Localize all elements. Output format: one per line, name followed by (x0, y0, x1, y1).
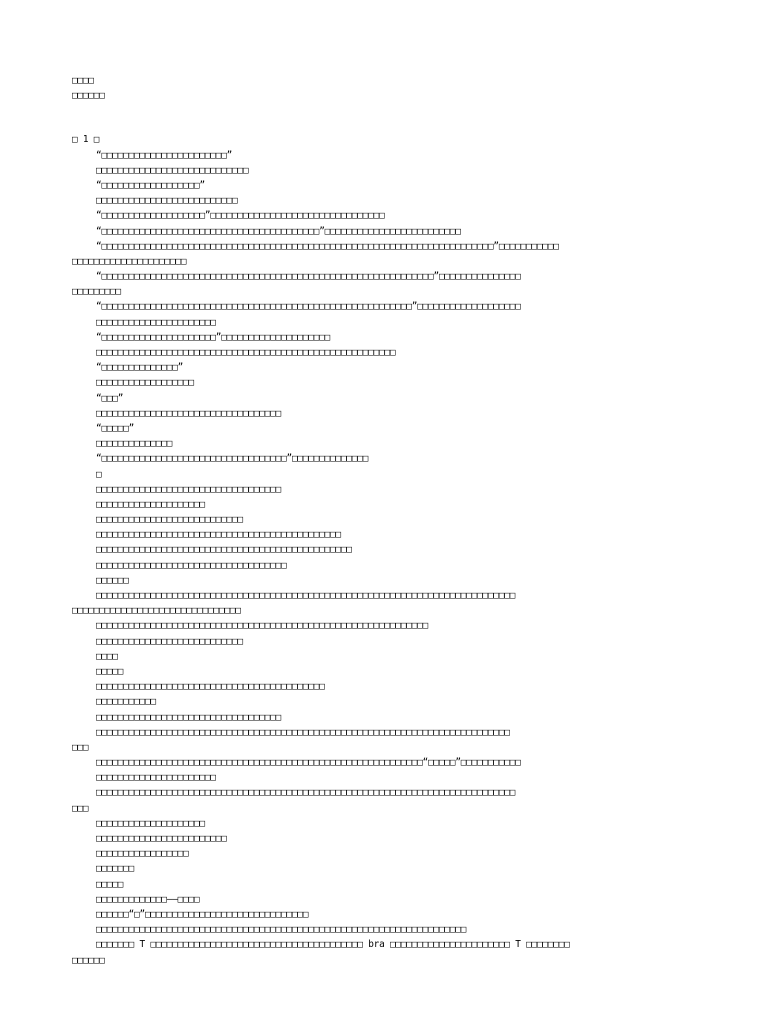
text-line: “□□□□□” (96, 422, 135, 434)
text-line: □□□□□□□□□□□□□□□□□□□□□□□□□□□□□□□□□□□□□□□□□□□□□□□□□□□□□□□□□□□□□□□□□□□□□□□□□□□□□ (96, 590, 516, 601)
document-page (72, 73, 702, 968)
text-line: □□□□□□□□□□□□□□□□□□□□□□ (96, 316, 216, 328)
text-line: “□□□□□□□□□□□□□□□□□□□□□□□□□□□□□□□□□□□□□□□□□□□□□□□□□□□□□□□□□”□□□□□□□□□□□□□□□□□□□ (96, 301, 521, 313)
text-line: □□□□□□□□□□□ (96, 696, 156, 708)
text-line: “□□□□□□□□□□□□□□□□□□□”□□□□□□□□□□□□□□□□□□□□□□□□□□□□□□□□ (96, 210, 385, 222)
text-line: □□□□□□□□□□□□□□□□□□□□□□□□□□□□□□□□□□□ (96, 559, 287, 571)
document-body (72, 132, 702, 967)
text-line: □□□□□□□□□□□□□□□□□□□□□□□□□□□□□□□□□□□□□□□□□□□□□□□ (96, 544, 352, 556)
text-line: □□□□□□□□□□□□□□□□□□□□□□□□□□□□□□□□□□ (96, 407, 282, 419)
text-line: □□□□□□□□□□□□□——□□□□ (96, 893, 200, 905)
text-line: □□□□□ (96, 665, 124, 677)
text-line: □□□□ (96, 650, 118, 662)
text-line: □□□□□□□□□□□□□□□□□□ (96, 377, 194, 389)
text-line: □□□□□□□□□□□□□□□□□□□□□□□□□□ (96, 195, 238, 207)
text-line: □□□□□□□□□□□□□□ (96, 438, 173, 450)
header-line-1: □□□□ (72, 75, 94, 86)
text-line: □□□□□□□□□□□□□□□□□□□□□□□□□□□□□□□□□□ (96, 483, 282, 495)
text-line: □□□ (72, 802, 89, 814)
text-line: □□□□□□□□□□□□□□□□□□□□□□□□□□□□□□□□□□□□□□□□□□□□□□□□□□□□□□□□□□□□□□□□□□□□□□□□□□□□□ (96, 787, 516, 799)
text-line: □□□□□□□□□□□□□□□□□□□□□□□□□□□□□□□□□□□□□□□□□□□□□□□□□□□□□□□□□□□□□□□□□□□□□□□□□□□□ (96, 726, 510, 738)
text-line: □□□□□□□□□□□□□□□□□□□□□□□□□□□□□□□□□□□□□□□□□□ (96, 681, 325, 693)
text-line: □□□□□□□□□ (72, 286, 121, 298)
text-line: □□□□□□□□□□□□□□□□□ (96, 848, 189, 860)
text-line: □ (96, 468, 102, 480)
header-line-2: □□□□□□ (72, 90, 105, 102)
text-line: “□□□□□□□□□□□□□□□□□□□□□□□” (96, 149, 233, 161)
header-spacer (72, 103, 702, 132)
text-line: □□□□□□□□□□□□□□□□□□□□□□□□□□□□□□□□□□□□□□□□□□□□□□□□□□□□□□□ (96, 347, 396, 358)
text-line: □□□□□□□ T □□□□□□□□□□□□□□□□□□□□□□□□□□□□□□□□□□□□□□□ bra □□□□□□□□□□□□□□□□□□□□□□ T □□□□□□□□ (96, 939, 570, 951)
text-line: “□□□□□□□□□□□□□□□□□□□□□□□□□□□□□□□□□□”□□□□□□□□□□□□□□ (96, 453, 369, 465)
text-line: □□□□□□□□□□□□□□□□□□□□□□□□□□□□□□□□□□□□□□□□□□□□□ (96, 529, 341, 541)
text-line: □□□□□□□□□□□□□□□□□□□□□□ (96, 772, 216, 784)
text-line: “□□□” (96, 392, 124, 404)
text-line: □□□□□□□□□□□□□□□□□□□□□□□□□□□□□□□□□□□□□□□□□□□□□□□□□□□□□□□□□□□□“□□□□□”□□□□□□□□□□□ (96, 757, 521, 769)
text-line: □□□□□□□□□□□□□□□□□□□□□□□□□□□□ (96, 164, 249, 176)
text-line: “□□□□□□□□□□□□□□□□□□” (96, 179, 205, 191)
text-line: “□□□□□□□□□□□□□□□□□□□□□”□□□□□□□□□□□□□□□□□□□□ (96, 331, 331, 343)
text-line: □ 1 □ (72, 134, 100, 146)
text-line: □□□□□□□□□□□□□□□□□□□□□□□□□□□□□□□□□□□□□□□□□□□□□□□□□□□□□□□□□□□□□□□□□□□□ (96, 924, 467, 936)
text-line: □□□□□□ (72, 954, 105, 966)
text-line: “□□□□□□□□□□□□□□□□□□□□□□□□□□□□□□□□□□□□□□□□□□□□□□□□□□□□□□□□□□□□□”□□□□□□□□□□□□□□□ (96, 271, 521, 283)
text-line: □□□□□ (96, 878, 124, 890)
text-line: □□□□□□□ (96, 863, 135, 875)
text-line: □□□□□□□□□□□□□□□□□□□□□□□□ (96, 833, 227, 844)
text-line: □□□□□□□□□□□□□□□□□□□□□□□□□□□□□□□□□□□□□□□□□□□□□□□□□□□□□□□□□□□□□ (96, 620, 429, 632)
text-line: □□□□□□“□”□□□□□□□□□□□□□□□□□□□□□□□□□□□□□□ (96, 908, 309, 920)
text-line: □□□□□□□□□□□□□□□□□□□□□□□□□□□ (96, 514, 243, 526)
text-line: □□□□□□ (96, 574, 129, 586)
text-line: □□□□□□□□□□□□□□□□□□□□ (96, 817, 205, 829)
text-line: □□□□□□□□□□□□□□□□□□□□□ (72, 255, 187, 267)
text-line: □□□□□□□□□□□□□□□□□□□□□□□□□□□□□□□ (72, 605, 241, 617)
text-line: “□□□□□□□□□□□□□□□□□□□□□□□□□□□□□□□□□□□□□□□□□□□□□□□□□□□□□□□□□□□□□□□□□□□□□□□□”□□□□□□□□□□□ (96, 240, 559, 252)
text-line: “□□□□□□□□□□□□□□” (96, 362, 184, 374)
text-line: □□□□□□□□□□□□□□□□□□□□□□□□□□□□□□□□□□ (96, 711, 282, 723)
text-line: “□□□□□□□□□□□□□□□□□□□□□□□□□□□□□□□□□□□□□□□□”□□□□□□□□□□□□□□□□□□□□□□□□□ (96, 225, 461, 237)
text-line: □□□□□□□□□□□□□□□□□□□□□□□□□□□ (96, 635, 243, 647)
text-line: □□□□□□□□□□□□□□□□□□□□ (96, 498, 205, 510)
text-line: □□□ (72, 741, 89, 753)
